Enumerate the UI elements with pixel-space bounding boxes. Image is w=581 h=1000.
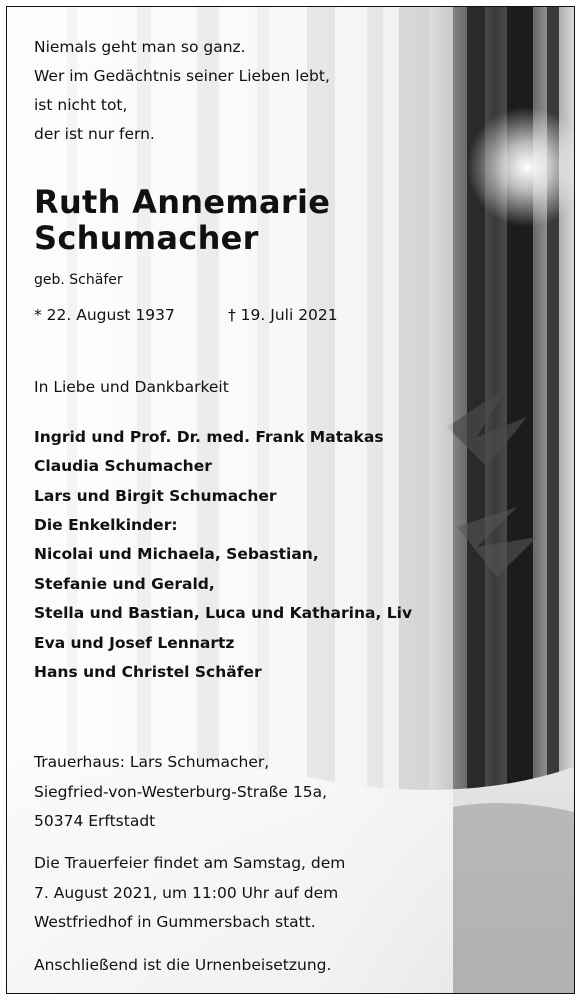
birth-name: geb. Schäfer <box>34 272 123 288</box>
mourner-line: Nicolai und Michaela, Sebastian, <box>34 545 319 563</box>
ceremony-line: Die Trauerfeier findet am Samstag, dem <box>34 854 346 872</box>
mourner-line: Lars und Birgit Schumacher <box>34 487 277 505</box>
mourner-line: Claudia Schumacher <box>34 457 212 475</box>
closing-note: Anschließend ist die Urnenbeisetzung. <box>34 956 332 974</box>
deceased-name-line2: Schumacher <box>34 219 259 257</box>
mourner-line: Eva und Josef Lennartz <box>34 634 235 652</box>
poem-line: der ist nur fern. <box>34 125 155 143</box>
mourner-line: Die Enkelkinder: <box>34 516 178 534</box>
poem-line: Wer im Gedächtnis seiner Lieben lebt, <box>34 67 330 85</box>
birth-date: * 22. August 1937 <box>34 306 175 324</box>
mourner-line: Hans und Christel Schäfer <box>34 663 262 681</box>
mourner-line: Ingrid und Prof. Dr. med. Frank Matakas <box>34 428 384 446</box>
address-line: Trauerhaus: Lars Schumacher, <box>34 753 270 771</box>
mourner-line: Stefanie und Gerald, <box>34 575 215 593</box>
death-date: † 19. Juli 2021 <box>228 306 338 324</box>
address-line: 50374 Erftstadt <box>34 812 156 830</box>
mourner-line: Stella und Bastian, Luca und Katharina, Liv <box>34 604 413 622</box>
poem-line: ist nicht tot, <box>34 96 128 114</box>
address-line: Siegfried-von-Westerburg-Straße 15a, <box>34 783 328 801</box>
poem-line: Niemals geht man so ganz. <box>34 38 246 56</box>
ceremony-line: Westfriedhof in Gummersbach statt. <box>34 913 316 931</box>
deceased-name-line1: Ruth Annemarie <box>34 183 331 221</box>
obituary-card <box>6 6 575 994</box>
dedication: In Liebe und Dankbarkeit <box>34 378 229 396</box>
ceremony-line: 7. August 2021, um 11:00 Uhr auf dem <box>34 884 339 902</box>
